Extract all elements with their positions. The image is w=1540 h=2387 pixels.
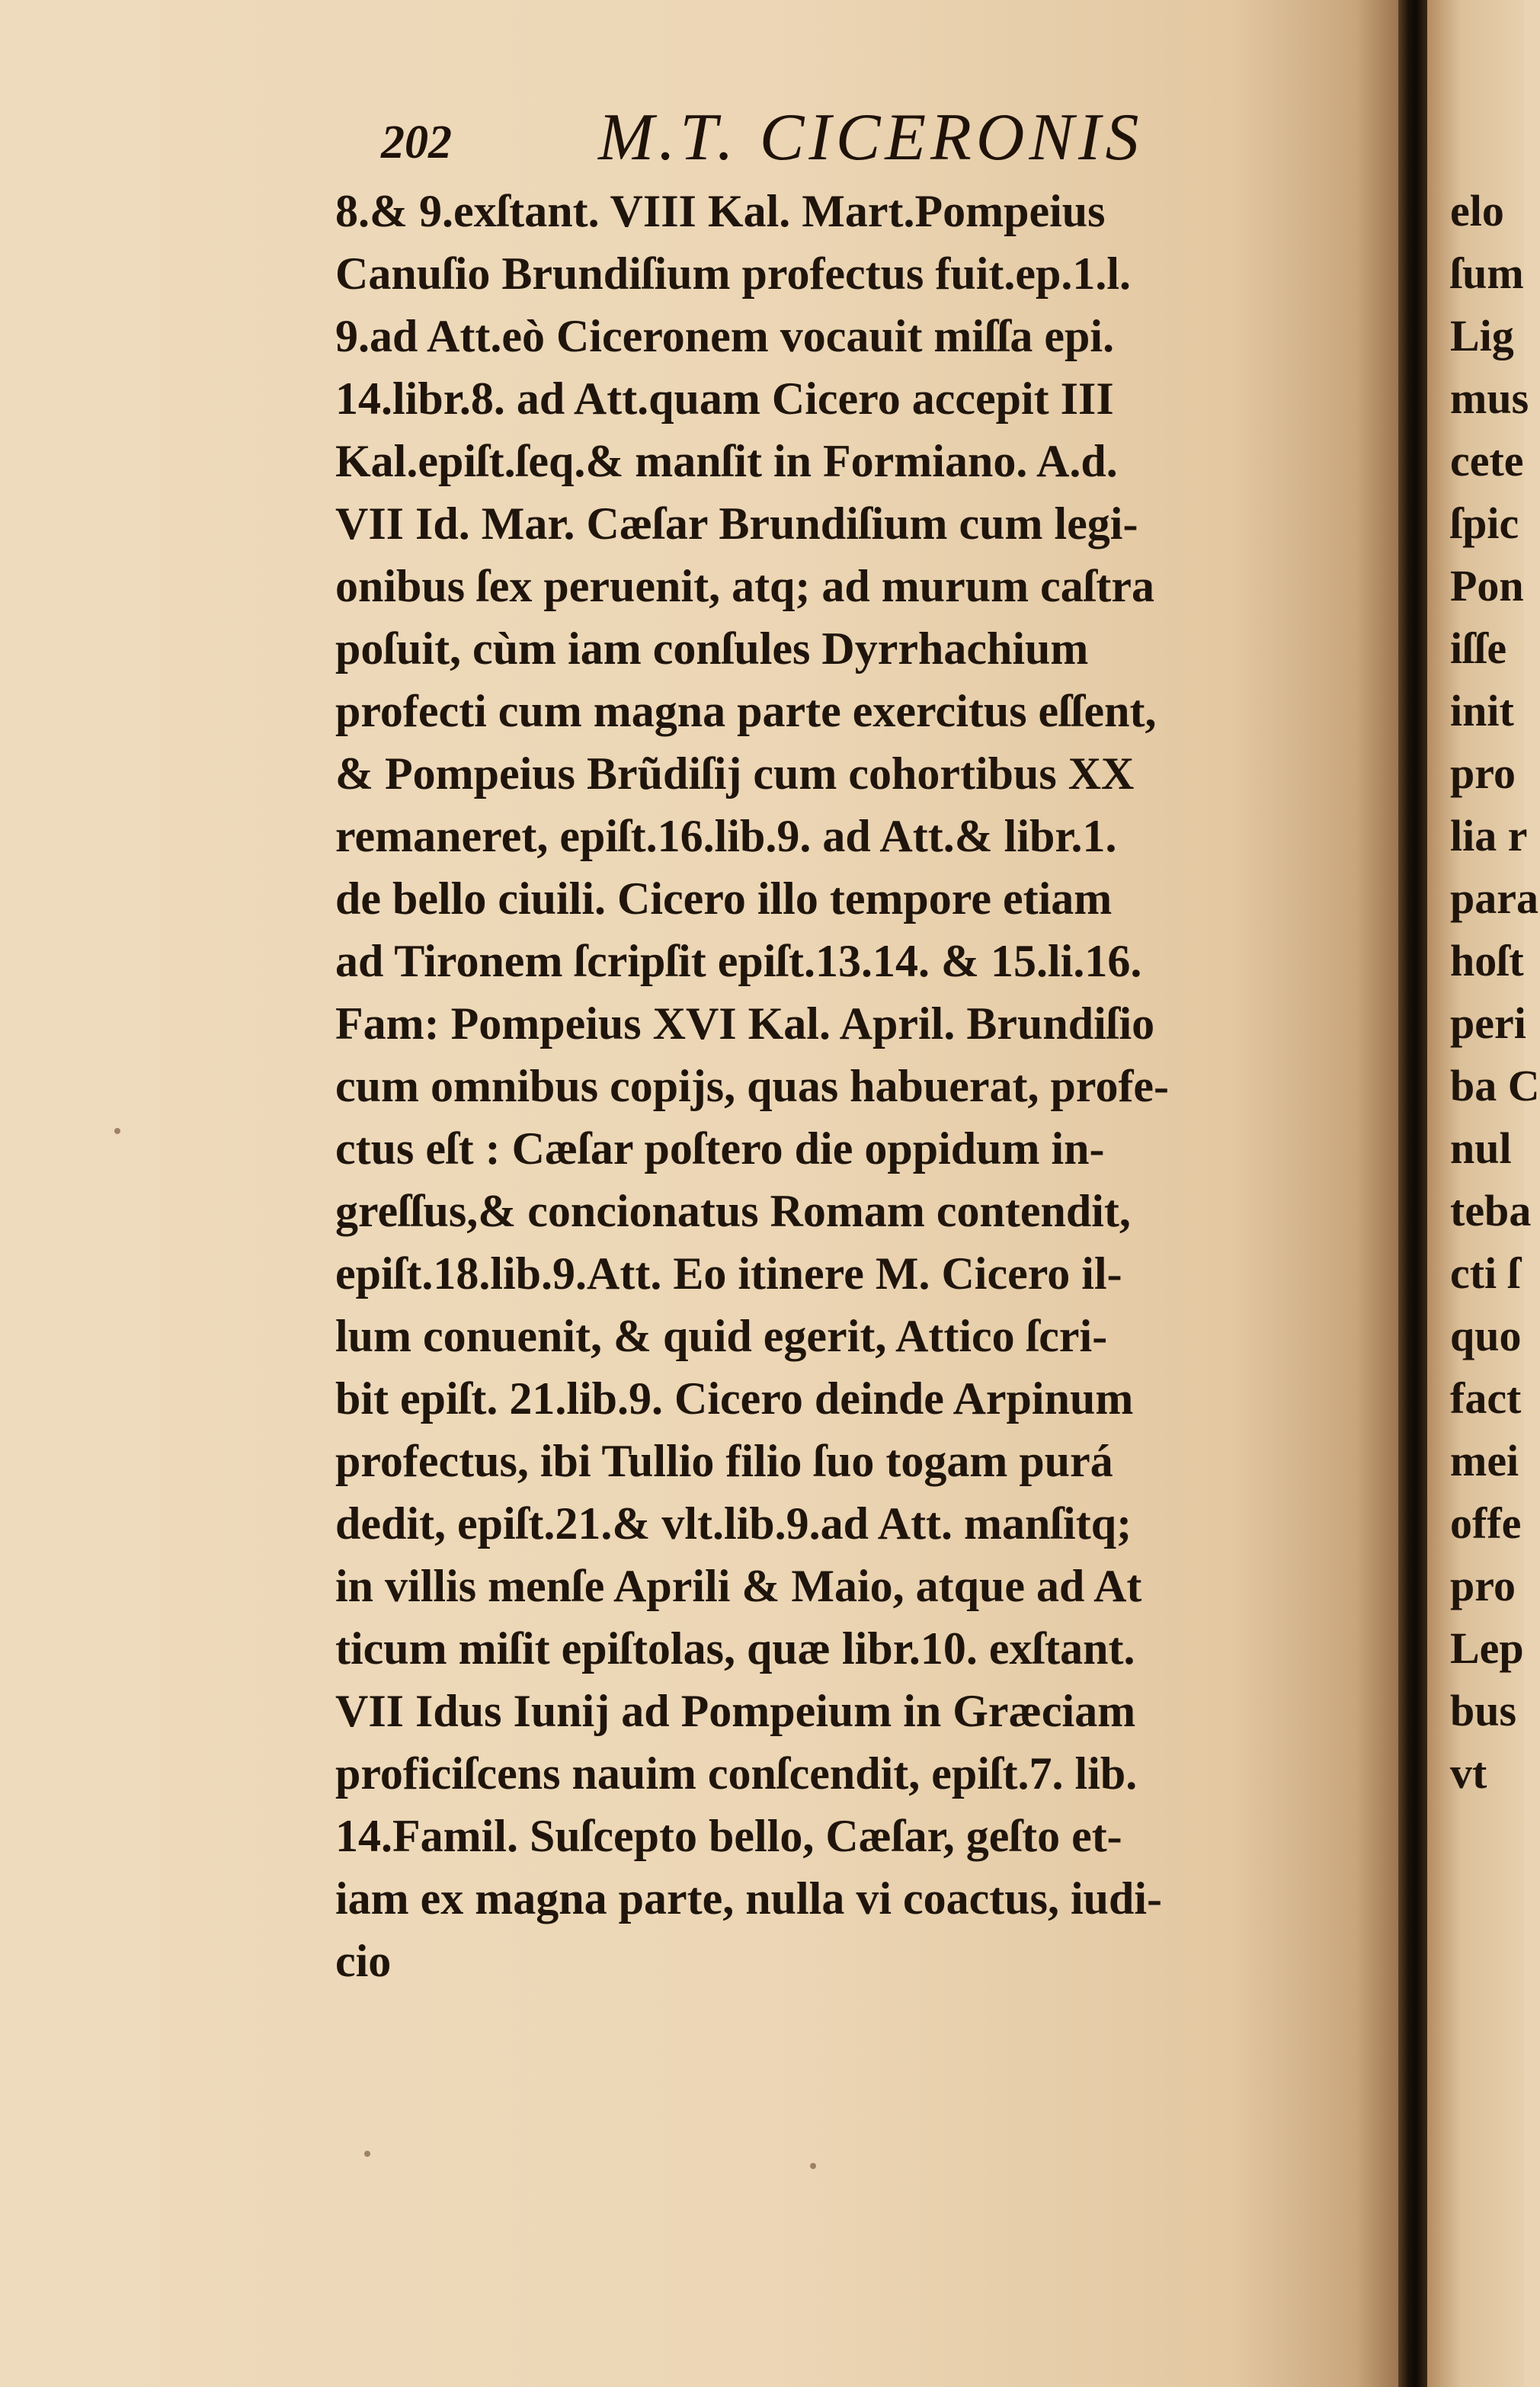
right-page-fragment: bus <box>1450 1686 1517 1735</box>
right-page-fragment: teba <box>1450 1186 1532 1235</box>
text-line: & Pompeius Brũdiſij cum cohortibus XX <box>335 748 1135 799</box>
right-page-fragment: ba C <box>1450 1061 1540 1110</box>
right-page-fragment: Lep <box>1450 1623 1524 1673</box>
right-page-fragment: nul <box>1450 1123 1512 1173</box>
page-number: 202 <box>381 117 452 168</box>
text-line: 14.Famil. Suſcepto bello, Cæſar, geſto et- <box>335 1811 1122 1861</box>
paper-speck <box>114 1128 120 1134</box>
text-line: 8.& 9.exſtant. VIII Kal. Mart.Pompeius <box>335 186 1106 236</box>
right-page-fragment: pro <box>1450 748 1516 798</box>
right-page-text-fragments <box>1450 180 1540 1805</box>
text-line: lum conuenit, & quid egerit, Attico ſcri- <box>335 1311 1108 1361</box>
text-line: epiſt.18.lib.9.Att. Eo itinere M. Cicero il- <box>335 1248 1122 1299</box>
right-page-fragment: Pon <box>1450 561 1524 610</box>
book-gutter <box>1398 0 1427 2387</box>
right-page-fragment: ſpic <box>1450 498 1519 548</box>
text-line: profectus, ibi Tullio filio ſuo togam purá <box>335 1436 1113 1486</box>
right-page-fragment: mei <box>1450 1436 1519 1485</box>
text-line: de bello ciuili. Cicero illo tempore etiam <box>335 873 1113 924</box>
page-header <box>381 84 1295 175</box>
text-line: in villis menſe Aprili & Maio, atque ad At <box>335 1561 1142 1611</box>
text-line: ticum miſit epiſtolas, quæ libr.10. exſtant. <box>335 1623 1135 1674</box>
text-line: 9.ad Att.eò Ciceronem vocauit miſſa epi. <box>335 311 1115 361</box>
right-page-fragment: pro <box>1450 1561 1516 1610</box>
right-page-fragment: iſſe <box>1450 623 1507 673</box>
text-line: greſſus,& concionatus Romam contendit, <box>335 1186 1131 1236</box>
right-page-fragment: elo <box>1450 186 1504 235</box>
text-line: ctus eſt : Cæſar poſtero die oppidum in- <box>335 1123 1105 1174</box>
right-page-fragment: para <box>1450 873 1538 923</box>
paper-speck <box>364 2151 370 2157</box>
right-page-fragment: init <box>1450 686 1514 735</box>
text-line: VII Idus Iunij ad Pompeium in Græciam <box>335 1686 1136 1736</box>
right-page-fragment: cti ſ <box>1450 1248 1520 1298</box>
right-page-fragment: fact <box>1450 1373 1522 1423</box>
text-line: cio <box>335 1936 392 1986</box>
right-page-fragment: mus <box>1450 373 1529 423</box>
right-page-fragment: vt <box>1450 1748 1487 1798</box>
right-page-fragment: Lig <box>1450 311 1514 360</box>
right-page-fragment: lia r <box>1450 811 1528 860</box>
text-line: profecti cum magna parte exercitus eſſent, <box>335 686 1157 736</box>
right-page-fragment: hoſt <box>1450 936 1524 985</box>
text-line: Fam: Pompeius XVI Kal. April. Brundiſio <box>335 998 1155 1049</box>
text-line: onibus ſex peruenit, atq; ad murum caſtra <box>335 561 1155 611</box>
right-page-fragment: offe <box>1450 1498 1522 1548</box>
text-line: ad Tironem ſcripſit epiſt.13.14. & 15.li.16. <box>335 936 1142 986</box>
right-page-fragment: quo <box>1450 1311 1522 1360</box>
text-line: proficiſcens nauim conſcendit, epiſt.7. lib. <box>335 1748 1138 1799</box>
text-line: bit epiſt. 21.lib.9. Cicero deinde Arpinum <box>335 1373 1134 1424</box>
paper-speck <box>810 2163 816 2169</box>
main-text-block <box>335 180 1387 1992</box>
text-line: poſuit, cùm iam conſules Dyrrhachium <box>335 623 1089 674</box>
text-line: dedit, epiſt.21.& vlt.lib.9.ad Att. manſitq; <box>335 1498 1132 1549</box>
right-page-fragment: ſum <box>1450 248 1524 298</box>
text-line: iam ex magna parte, nulla vi coactus, iudi- <box>335 1873 1163 1924</box>
text-line: remaneret, epiſt.16.lib.9. ad Att.& libr.1. <box>335 811 1117 861</box>
text-line: cum omnibus copijs, quas habuerat, profe- <box>335 1061 1170 1111</box>
running-title: M.T. CICERONIS <box>598 101 1144 175</box>
right-page-fragment: peri <box>1450 998 1526 1048</box>
right-page-fragment: cete <box>1450 436 1524 485</box>
text-line: Canuſio Brundiſium profectus fuit.ep.1.l. <box>335 248 1132 299</box>
text-line: VII Id. Mar. Cæſar Brundiſium cum legi- <box>335 498 1138 549</box>
text-line: 14.libr.8. ad Att.quam Cicero accepit III <box>335 373 1114 424</box>
text-line: Kal.epiſt.ſeq.& manſit in Formiano. A.d. <box>335 436 1118 486</box>
